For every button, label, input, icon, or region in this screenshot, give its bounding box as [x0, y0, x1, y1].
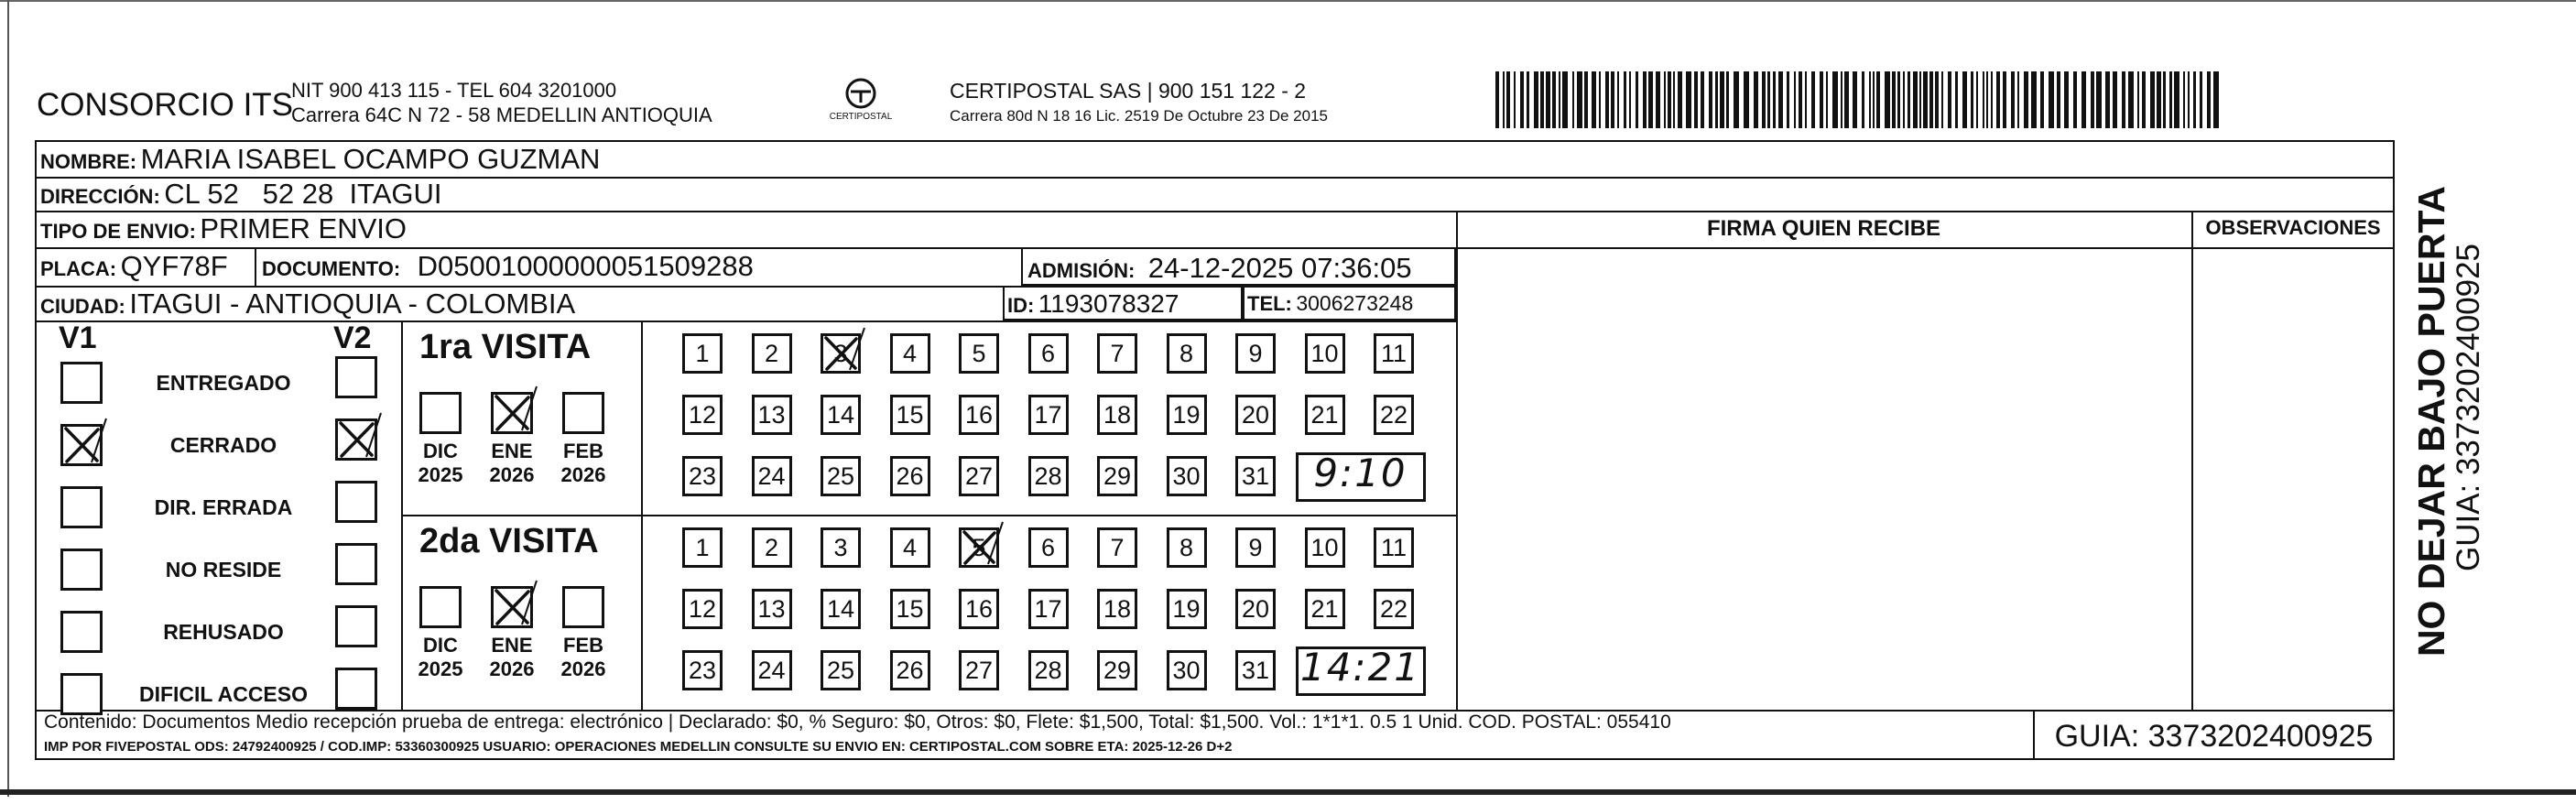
footer-contents: Contenido: Documentos Medio recepción prueba de entrega: electrónico | Declarado: $0, % Seguro: $0, Otros: $0, Flete: $1,500, Total: $1,500. Vol.: 1*1*1. 0.5 1 Unid. COD. POSTAL: 055410 — [44, 712, 1671, 733]
month-label — [551, 440, 615, 487]
v1-checkbox[interactable] — [60, 549, 103, 591]
day-number: 23 — [688, 462, 717, 490]
day-box[interactable] — [1097, 589, 1137, 629]
document-value: D05001000000051509288 — [417, 250, 754, 282]
day-number: 27 — [964, 462, 994, 490]
day-box[interactable] — [821, 395, 861, 435]
month-name: ENE — [491, 440, 533, 462]
day-box[interactable] — [1374, 589, 1414, 629]
document-row — [262, 250, 754, 283]
day-number: 12 — [688, 595, 717, 623]
month-year: 2025 — [418, 463, 463, 486]
side-warning: NO DEJAR BAJO PUERTA — [2410, 185, 2452, 657]
month-label — [408, 440, 473, 487]
day-box[interactable] — [821, 650, 861, 690]
day-box[interactable] — [1235, 333, 1276, 374]
tel-label: TEL: — [1247, 292, 1292, 315]
status-label: ENTREGADO — [156, 371, 291, 395]
day-box[interactable] — [1167, 456, 1207, 496]
day-box[interactable] — [890, 333, 930, 374]
day-number: 31 — [1241, 657, 1270, 684]
month-label — [408, 634, 473, 681]
day-number: 5 — [972, 534, 986, 561]
day-number: 31 — [1241, 462, 1270, 490]
certipostal-logo-caption: CERTIPOSTAL — [829, 112, 893, 122]
address-label: DIRECCIÓN: — [40, 185, 160, 208]
month-name: DIC — [423, 440, 458, 462]
month-year: 2026 — [560, 463, 606, 486]
shipment-type-row — [40, 212, 407, 245]
day-box[interactable] — [682, 650, 723, 690]
admission-label: ADMISIÓN: — [1027, 259, 1136, 282]
day-box[interactable] — [959, 395, 999, 435]
month-year: 2026 — [560, 657, 606, 680]
day-box[interactable] — [890, 527, 930, 568]
day-box[interactable] — [752, 333, 792, 374]
day-number: 28 — [1034, 462, 1062, 490]
day-box[interactable] — [959, 527, 999, 568]
day-box[interactable] — [752, 527, 792, 568]
shipment-type: PRIMER ENVIO — [200, 212, 408, 244]
certipostal-logo — [810, 73, 911, 128]
v2-label: V2 — [333, 321, 372, 355]
city-label: CIUDAD: — [40, 295, 125, 318]
id-label: ID: — [1007, 294, 1035, 317]
day-number: 8 — [1179, 534, 1194, 561]
day-number: 10 — [1310, 534, 1339, 561]
recipient-name: MARIA ISABEL OCAMPO GUZMAN — [140, 143, 601, 175]
day-box[interactable] — [890, 650, 930, 690]
day-number: 6 — [1040, 340, 1056, 367]
day-number: 7 — [1110, 340, 1125, 367]
day-box[interactable] — [1235, 527, 1276, 568]
day-box[interactable] — [1028, 589, 1069, 629]
day-box[interactable] — [682, 333, 723, 374]
day-number: 20 — [1241, 595, 1270, 623]
day-number: 20 — [1241, 401, 1270, 429]
v1-checkbox[interactable] — [60, 424, 103, 466]
day-box[interactable] — [1374, 333, 1414, 374]
v2-checkbox[interactable] — [335, 418, 377, 461]
day-number: 21 — [1310, 401, 1339, 429]
address-row — [40, 178, 441, 211]
day-number: 27 — [964, 657, 994, 684]
day-number: 22 — [1379, 401, 1408, 429]
id-value: 1193078327 — [1038, 289, 1179, 318]
day-number: 7 — [1110, 534, 1125, 561]
day-box[interactable] — [752, 395, 792, 435]
month-label — [480, 440, 544, 487]
day-box[interactable] — [1028, 333, 1069, 374]
month-checkbox[interactable] — [491, 392, 533, 434]
v1-checkbox[interactable] — [60, 611, 103, 653]
day-number: 16 — [964, 595, 994, 623]
status-label: CERRADO — [169, 433, 277, 457]
day-box[interactable] — [682, 527, 723, 568]
v2-checkbox[interactable] — [335, 543, 377, 585]
day-box[interactable] — [1167, 650, 1207, 690]
month-year: 2026 — [489, 657, 535, 680]
day-box[interactable] — [959, 456, 999, 496]
document-label: DOCUMENTO: — [262, 257, 401, 280]
day-number: 16 — [964, 401, 994, 429]
day-number: 13 — [757, 401, 786, 429]
day-number: 15 — [896, 595, 924, 623]
day-number: 6 — [1040, 534, 1056, 561]
day-number: 1 — [695, 340, 710, 367]
day-box[interactable] — [1028, 456, 1069, 496]
day-number: 24 — [757, 657, 786, 684]
day-box[interactable] — [1097, 456, 1137, 496]
day-box[interactable] — [959, 589, 999, 629]
day-box[interactable] — [1028, 527, 1069, 568]
day-number: 21 — [1310, 595, 1339, 623]
day-box[interactable] — [682, 589, 723, 629]
status-label: DIR. ERRADA — [154, 495, 293, 519]
day-box[interactable] — [682, 395, 723, 435]
month-checkbox[interactable] — [491, 586, 533, 628]
day-box[interactable] — [1097, 333, 1137, 374]
city-row — [40, 288, 575, 321]
day-number: 13 — [757, 595, 786, 623]
company-info-line2: Carrera 64C N 72 - 58 MEDELLIN ANTIOQUIA — [291, 103, 712, 126]
day-box[interactable] — [1167, 333, 1207, 374]
day-number: 29 — [1103, 462, 1132, 490]
day-box[interactable] — [752, 589, 792, 629]
day-box[interactable] — [1167, 527, 1207, 568]
plate-row — [40, 250, 228, 283]
day-box[interactable] — [1235, 456, 1276, 496]
visit-title: 1ra VISITA — [419, 328, 592, 366]
day-number: 14 — [826, 401, 855, 429]
day-number: 10 — [1310, 340, 1339, 367]
shipment-type-label: TIPO DE ENVIO: — [40, 220, 196, 243]
plate-value: QYF78F — [120, 250, 228, 282]
day-box[interactable] — [1097, 527, 1137, 568]
day-box[interactable] — [1167, 395, 1207, 435]
plate-label: PLACA: — [40, 257, 117, 280]
carrier-info-line2: Carrera 80d N 18 16 Lic. 2519 De Octubre 23 De 2015 — [950, 107, 1328, 125]
day-number: 23 — [688, 657, 717, 684]
day-box[interactable] — [752, 650, 792, 690]
recipient-address: CL 52 52 28 ITAGUI — [164, 178, 442, 210]
day-number: 25 — [826, 657, 855, 684]
day-box[interactable] — [752, 456, 792, 496]
day-box[interactable] — [890, 456, 930, 496]
visit-time: 14:21 — [1299, 645, 1421, 690]
day-box[interactable] — [890, 395, 930, 435]
day-number: 30 — [1172, 657, 1201, 684]
day-number: 9 — [1248, 340, 1263, 367]
tel-row — [1247, 291, 1413, 316]
month-checkbox[interactable] — [419, 586, 462, 628]
day-number: 5 — [972, 340, 986, 367]
day-box[interactable] — [1235, 589, 1276, 629]
month-checkbox[interactable] — [562, 586, 604, 628]
day-number: 22 — [1379, 595, 1408, 623]
footer-print-line: IMP POR FIVEPOSTAL ODS: 24792400925 / COD.IMP: 53360300925 USUARIO: OPERACIONES MEDELLIN CONSULTE SU ENVIO EN: CERTIPOSTAL.COM SOBRE ETA: 2025-12-26 D+2 — [44, 739, 1233, 755]
company-name: CONSORCIO ITS — [37, 87, 294, 123]
day-number: 3 — [833, 340, 848, 367]
v1-label: V1 — [59, 321, 97, 355]
side-guia: GUIA: 3373202400925 — [2451, 243, 2486, 572]
carrier-info-line1: CERTIPOSTAL SAS | 900 151 122 - 2 — [950, 79, 1307, 103]
id-row — [1007, 289, 1179, 319]
day-number: 15 — [896, 401, 924, 429]
month-year: 2025 — [418, 657, 463, 680]
v1-checkbox[interactable] — [60, 486, 103, 528]
day-number: 30 — [1172, 462, 1201, 490]
day-number: 28 — [1034, 657, 1062, 684]
day-box[interactable] — [1235, 395, 1276, 435]
day-box[interactable] — [821, 456, 861, 496]
day-number: 25 — [826, 462, 855, 490]
day-box[interactable] — [959, 333, 999, 374]
day-number: 29 — [1103, 657, 1132, 684]
day-number: 26 — [896, 462, 924, 490]
day-box[interactable] — [1305, 395, 1345, 435]
day-box[interactable] — [1305, 527, 1345, 568]
name-label: NOMBRE: — [40, 150, 137, 173]
day-number: 17 — [1034, 401, 1062, 429]
day-number: 14 — [826, 595, 855, 623]
day-number: 4 — [902, 534, 918, 561]
month-label — [480, 634, 544, 681]
day-box[interactable] — [1235, 650, 1276, 690]
day-number: 1 — [695, 534, 710, 561]
month-checkbox[interactable] — [562, 392, 604, 434]
signature-header: FIRMA QUIEN RECIBE — [1706, 216, 1941, 241]
day-number: 26 — [896, 657, 924, 684]
admission-value: 24-12-2025 07:36:05 — [1147, 252, 1412, 284]
status-label: DIFICIL ACCESO — [138, 682, 308, 706]
day-number: 19 — [1172, 595, 1201, 623]
city-value: ITAGUI - ANTIOQUIA - COLOMBIA — [129, 288, 576, 320]
month-checkbox[interactable] — [419, 392, 462, 434]
day-box[interactable] — [1097, 650, 1137, 690]
month-year: 2026 — [489, 463, 535, 486]
day-number: 18 — [1103, 401, 1132, 429]
visit-title: 2da VISITA — [419, 522, 599, 560]
v1-checkbox[interactable] — [60, 362, 103, 404]
v2-checkbox[interactable] — [335, 481, 377, 523]
day-number: 4 — [902, 340, 918, 367]
observations-header: OBSERVACIONES — [2205, 216, 2381, 239]
tel-value: 3006273248 — [1296, 291, 1414, 315]
day-box[interactable] — [959, 650, 999, 690]
day-box[interactable] — [821, 589, 861, 629]
day-number: 9 — [1248, 534, 1263, 561]
day-box[interactable] — [682, 456, 723, 496]
v2-checkbox[interactable] — [335, 668, 377, 710]
v2-checkbox[interactable] — [335, 605, 377, 647]
day-number: 2 — [764, 340, 779, 367]
day-box[interactable] — [1374, 395, 1414, 435]
company-info-line1: NIT 900 413 115 - TEL 604 3201000 — [291, 79, 617, 102]
footer-guia: GUIA: 3373202400925 — [2054, 719, 2374, 754]
month-name: FEB — [563, 634, 603, 657]
day-box[interactable] — [821, 527, 861, 568]
barcode — [1495, 71, 2223, 128]
v2-checkbox[interactable] — [335, 356, 377, 398]
day-box[interactable] — [1028, 395, 1069, 435]
day-box[interactable] — [1167, 589, 1207, 629]
day-number: 2 — [764, 534, 779, 561]
month-name: DIC — [423, 634, 458, 657]
name-row — [40, 143, 600, 176]
day-number: 17 — [1034, 595, 1062, 623]
status-label: NO RESIDE — [165, 558, 282, 581]
day-number: 24 — [757, 462, 786, 490]
admission-row — [1027, 252, 1412, 285]
status-label: REHUSADO — [163, 620, 284, 644]
month-name: ENE — [491, 634, 533, 657]
day-number: 19 — [1172, 401, 1201, 429]
day-box[interactable] — [1305, 589, 1345, 629]
day-box[interactable] — [890, 589, 930, 629]
month-label — [551, 634, 615, 681]
day-number: 3 — [833, 534, 848, 561]
day-number: 11 — [1380, 534, 1408, 561]
day-number: 12 — [688, 401, 717, 429]
day-number: 8 — [1179, 340, 1194, 367]
day-box[interactable] — [1097, 395, 1137, 435]
visit-time: 9:10 — [1313, 451, 1408, 495]
day-box[interactable] — [1028, 650, 1069, 690]
day-box[interactable] — [1374, 527, 1414, 568]
month-name: FEB — [563, 440, 603, 462]
day-box[interactable] — [1305, 333, 1345, 374]
day-number: 18 — [1103, 595, 1132, 623]
day-box[interactable] — [821, 333, 861, 374]
v1-checkbox[interactable] — [60, 673, 103, 715]
day-number: 11 — [1380, 340, 1408, 367]
